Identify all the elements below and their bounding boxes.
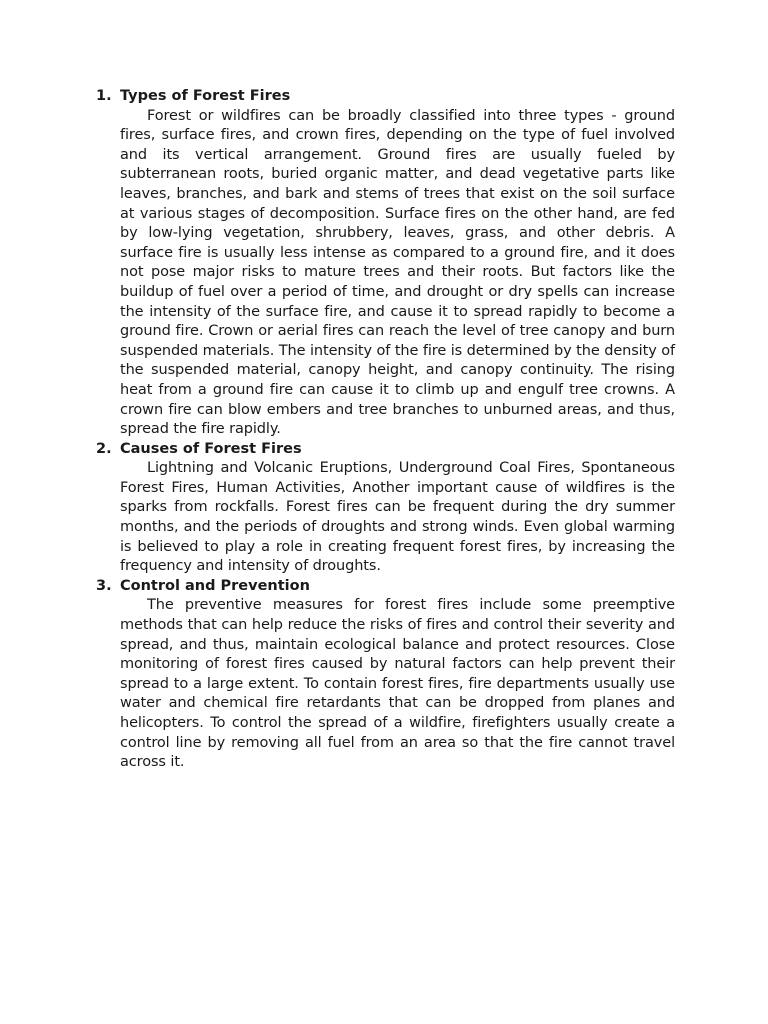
section-number: 2. [96,440,112,457]
section-item [96,440,675,577]
section-paragraph: Lightning and Volcanic Eruptions, Underground Coal Fires, Spontaneous Forest Fires, Human Activities, Another important cause of wildfires is the sparks from rockfalls. Forest fires can be frequent during the dry summer months, and the periods of droughts and strong winds. Even global warming is believed to play a role in creating frequent forest fires, by increasing the frequency and intensity of droughts. [120,460,675,575]
section-heading: Types of Forest Fires [120,88,291,104]
section-heading: Causes of Forest Fires [120,440,302,457]
section-number: 3. [96,577,112,594]
section-paragraph: Forest or wildfires can be broadly classified into three types - ground fires, surface fires, and crown fires, depending on the type of fuel involved and its vertical arrangement. Ground fires are usually fueled by subterranean roots, buried organic matter, and dead vegetative parts like leaves, branches, and bark and stems of trees that exist on the soil surface at various stages of decomposition. Surface fires on the other hand, are fed by low-lying vegetation, shrubbery, leaves, grass, and other debris. A surface fire is usually less intense as compared to a ground fire, and it does not pose major risks to mature trees and their roots. But factors like the buildup of fuel over a period of time, and drought or dry spells can increase the intensity of the surface fire, and cause it to spread rapidly to become a ground fire. Crown or aerial fires can reach the level of tree canopy and burn suspended materials. The intensity of the fire is determined by the density of the suspended material, canopy height, and canopy continuity. The rising heat from a ground fire can cause it to climb up and engulf tree crowns. A crown fire can blow embers and tree branches to unburned areas, and thus, spread the fire rapidly. [120,107,675,438]
section-item [96,577,675,773]
section-heading: Control and Prevention [120,577,310,594]
section-paragraph: The preventive measures for forest fires include some preemptive methods that can help reduce the risks of fires and control their severity and spread, and thus, maintain ecological balance and protect resources. Close monitoring of forest fires caused by natural factors can help prevent their spread to a large extent. To contain forest fires, fire departments usually use water and chemical fire retardants that can be dropped from planes and helicopters. To control the spread of a wildfire, firefighters usually create a control line by removing all fuel from an area so that the fire cannot travel across it. [120,597,675,771]
section-number: 1. [96,88,112,104]
section-item [96,87,675,440]
section-list [96,87,675,773]
